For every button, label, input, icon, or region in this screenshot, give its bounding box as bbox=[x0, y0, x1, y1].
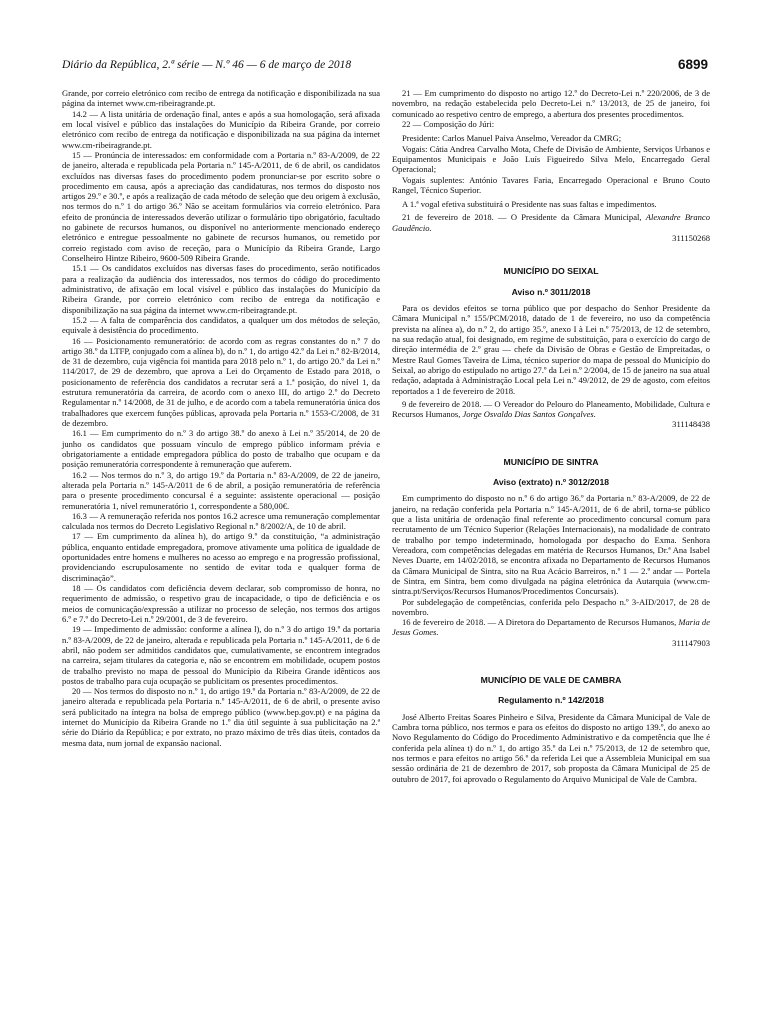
signer-name: Maria de Jesus Gomes. bbox=[392, 617, 710, 638]
section-subtitle: Regulamento n.º 142/2018 bbox=[498, 695, 604, 706]
section-title: MUNICÍPIO DE SINTRA bbox=[503, 456, 599, 467]
left-column bbox=[62, 88, 380, 748]
doc-id: 311150268 bbox=[672, 233, 710, 244]
paragraph: 19 — Impedimento de admissão: conforme a alínea l), do n.º 3 do artigo 19.º da portaria n.º 83-A/2009, de 22 de janeiro, alterada e republicada pela Portaria n.º 145-A/2011, de 6 de abril, não podem ser admitidos candidatos que, cumulativamente, se encontrem integrados na carreira, sejam titulares da categoria e, não se encontrem em mobilidade, ocupem postos de trabalho previsto no mapa de pessoal do Município da Ribeira Grande idênticos aos postos de trabalho para cuja ocupação se publicitam os presentes procedimentos. bbox=[62, 624, 380, 686]
doc-id: 311147903 bbox=[672, 637, 710, 648]
paragraph: Por subdelegação de competências, conferida pelo Despacho n.º 3-AID/2017, de 28 de novembro. bbox=[392, 596, 710, 617]
jury-members: Vogais: Cátia Andrea Carvalho Mota, Chefe de Divisão de Ambiente, Serviços Urbanos e Equipamentos Municipais e João Luís Figueiredo Silva Melo, Encarregado Geral Operacional; bbox=[392, 143, 710, 175]
jury-substitutes: Vogais suplentes: António Tavares Faria, Encarregado Operacional e Bruno Couto Rangel, Técnico Superior. bbox=[392, 174, 710, 195]
paragraph: 18 — Os candidatos com deficiência devem declarar, sob compromisso de honra, no requerimento de admissão, o respetivo grau de incapacidade, o tipo de deficiência e os meios de comunicação/expressão a utilizar no processo de seleção, nos termos dos artigos 6.º e 7.º do Decreto-Lei n.º 29/2001, de 3 de fevereiro. bbox=[62, 583, 380, 624]
paragraph: 17 — Em cumprimento da alínea h), do artigo 9.º da constituição, “a administração pública, enquanto entidade empregadora, promove ativamente uma política de igualdade de oportunidades entre homens e mulheres no acesso ao emprego e na progressão profissional, providenciando escrupulosamente no sentido de evitar toda e qualquer forma de discriminação”. bbox=[62, 531, 380, 583]
paragraph: 20 — Nos termos do disposto no n.º 1, do artigo 19.º da Portaria n.º 83-A/2009, de 22 de janeiro alterada e republicada pela Portaria n.º 145-A/2011, de 6 de abril, o presente aviso será publicitado na íntegra na bolsa de emprego público (www.bep.gov.pt) e na página da internet do Município da Ribeira Grande no 1.º dia útil seguinte à sua publicitação na 2.ª série do Diário da República; e por extrato, no prazo máximo de três dias úteis, contados da mesma data, num jornal de expansão nacional. bbox=[62, 686, 380, 748]
page-number: 6899 bbox=[677, 57, 708, 72]
paragraph: 14.2 — A lista unitária de ordenação final, antes e após a sua homologação, será afixada em local visível e público das instalações do Município da Ribeira Grande, por correio eletrónico com recibo de entrega da notificação e disponibilizada na sua página da internet www.cm-ribeiragrande.pt. bbox=[62, 108, 380, 150]
signature-date bbox=[392, 212, 710, 233]
paragraph: 16.3 — A remuneração referida nos pontos 16.2 acresce uma remuneração complementar calculada nos termos do Decreto Legislativo Regional n.º 8/2002/A, de 10 de abril. bbox=[62, 510, 380, 532]
paragraph: 15.1 — Os candidatos excluídos nas diversas fases do procedimento, serão notificados para a realização da audiência dos interessados, nos termos do código do procedimento administrativo, de afixação em local visível e público das instalações do Município da Ribeira Grande, por correio eletrónico com recibo de entrega da notificação e disponibilização na sua página da internet www.cm-ribeiragrande.pt. bbox=[62, 263, 380, 315]
paragraph: A 1.ª vogal efetiva substituirá o Presidente nas suas faltas e impedimentos. bbox=[402, 199, 657, 210]
journal-title: Diário da República, 2.ª série — N.º 46 — 6 de março de 2018 bbox=[62, 59, 352, 71]
section-title: MUNICÍPIO DO SEIXAL bbox=[503, 266, 599, 277]
paragraph: Grande, por correio eletrónico com recibo de entrega da notificação e disponibilizada na sua página da internet www.cm-ribeiragrande.pt. bbox=[62, 88, 380, 109]
section-subtitle: Aviso (extrato) n.º 3012/2018 bbox=[492, 477, 610, 488]
paragraph: 22 — Composição do Júri: bbox=[402, 118, 495, 129]
paragraph: 15 — Pronúncia de interessados: em conformidade com a Portaria n.º 83-A/2009, de 22 de janeiro, alterada e republicada pela Portaria n.º 145-A/2011, de 6 de abril, os candidatos excluídos nas diversas fases do procedimento podem pronunciar-se por escrito sobre o procedimento em causa, após a apreciação das candidaturas, nos termos do disposto nos artigos 29.º e 30.º, e após a realização de cada método de seleção que deu origem à exclusão, nos termos do n.º 1 do artigo 36.º Não se aceitam formulários via correio eletrónico. Para efeito de pronúncia de interessados deverão utilizar o formulário tipo obrigatório, facultado no gabinete de recursos humanos, ou disponível no anteriormente mencionado endereço eletrónico e entregue pessoalmente no gabinete de recursos humanos, ou remetido por correio registado com aviso de receção, para o Município da Ribeira Grande, Largo Conselheiro Hintze Ribeiro, 9600-509 Ribeira Grande. bbox=[62, 149, 380, 263]
paragraph: 16.2 — Nos termos do n.º 3, do artigo 19.º da Portaria n.º 83-A/2009, de 22 de janeiro, alterada pela Portaria n.º 145-A/2011 de 6 de abril, a posição remuneratória de referência para o presente procedimento concursal é a seguinte: assistente operacional — posição remuneratória 1, nível remuneratório 1, correspondente a 580,00€. bbox=[62, 469, 380, 511]
signature-date-text: 16 de fevereiro de 2018. — A Diretora do Departamento de Recursos Humanos, bbox=[402, 617, 677, 628]
doc-id: 311148438 bbox=[672, 419, 710, 430]
signature-date bbox=[392, 617, 710, 638]
right-column bbox=[392, 88, 710, 784]
paragraph: 21 — Em cumprimento do disposto no artigo 12.º do Decreto-Lei n.º 220/2006, de 3 de novembro, na redação estabelecida pelo Decreto-Lei n.º 13/2013, de 25 de janeiro, foi comunicado ao respetivo centro de emprego, a abertura dos presentes procedimentos. bbox=[392, 88, 710, 119]
signature-date-text: 21 de fevereiro de 2018. — O Presidente da Câmara Municipal, bbox=[402, 212, 642, 223]
signer-name: Jorge Osvaldo Dias Santos Gonçalves. bbox=[462, 409, 596, 420]
paragraph: José Alberto Freitas Soares Pinheiro e Silva, Presidente da Câmara Municipal de Vale de Cambra torna público, nos termos e para os efeitos do disposto no artigo 139.º, do anexo ao Novo Regulamento do Código do Procedimento Administrativo e da competência que lhe é conferida pela alínea t) do n.º 1, do artigo 35.º da Lei n.º 75/2013, de 12 de setembro que, nos termos e para efeitos no artigo 56.º da referida Lei que a Assembleia Municipal em sua sessão ordinária de 21 de dezembro de 2017, sob proposta da Câmara Municipal de 25 de outubro de 2017, foi aprovado o Regulamento do Arquivo Municipal de Vale de Cambra. bbox=[392, 711, 710, 784]
paragraph: 16 — Posicionamento remuneratório: de acordo com as regras constantes do n.º 7 do artigo 38.º da LTFP, conjugado com a alínea b), do n.º 1, do artigo 42.º da Lei n.º 82-B/2014, de 31 de dezembro, cuja vigência foi mantida para 2018 pelo n.º 1, do artigo 20.º da Lei n.º 114/2017, de 29 de dezembro, que aprova a Lei do Orçamento de Estado para 2018, o posicionamento de referência dos candidatos a recrutar será a 1.ª posição, do nível 1, da estrutura remuneratória da carreira, de acordo com o anexo III, do artigo 2.º do Decreto Regulamentar n.º 14/2008, de 31 de julho, e de acordo com a tabela remuneratória única dos trabalhadores que exercem funções públicas, aprovada pela Portaria n.º 1553-C/2008, de 31 de dezembro. bbox=[62, 335, 380, 428]
section-subtitle: Aviso n.º 3011/2018 bbox=[511, 286, 591, 297]
paragraph: Em cumprimento do disposto no n.º 6 do artigo 36.º da Portaria n.º 83-A/2009, de 22 de janeiro, na redação conferida pela Portaria n.º 145-A/2011, de 6 de abril, torna-se público que a lista unitária de ordenação final referente ao procedimento concursal comum para recrutamento de um Técnico Superior (Relações Internacionais), na modalidade de contrato de trabalho por tempo indeterminado, homologada por despacho do Exma. Senhora Vereadora, com competências delegadas em matéria de Recursos Humanos, Dr.ª Ana Isabel Neves Duarte, em 14/02/2018, se encontra afixada no Departamento de Recursos Humanos da Câmara Municipal de Sintra, sito na Rua Acácio Barreiros, n.º 1 — 2.º andar — Portela de Sintra, em Sintra, bem como divulgada na página eletrónica da Autarquia (www.cm-sintra.pt/Serviços/Recursos Humanos/Procedimentos Concursais). bbox=[392, 493, 710, 597]
signature-date bbox=[392, 399, 710, 420]
signer-name: Alexandre Branco Gaudêncio. bbox=[392, 212, 710, 233]
paragraph: Para os devidos efeitos se torna público que por despacho do Senhor Presidente da Câmara Municipal n.º 155/PCM/2018, datado de 1 de fevereiro, no uso da competência prevista na alínea a), do n.º 2, do artigo 35.º, anexo I à Lei n.º 75/2013, de 12 de setembro, na sua redação atual, foi designado, em regime de substituição, para o exercício do cargo de direção intermédia de 2.º grau — chefe da Divisão de Obras e Gestão de Empreitadas, o Mestre Raul Gomes Taveira de Lima, técnico superior do mapa de pessoal do Município do Seixal, ao abrigo do estipulado no artigo 27.º da Lei n.º 2/2004, de 15 de janeiro na sua atual redação, adaptada à Administração Local pela Lei n.º 49/2012, de 29 de agosto, com efeitos reportados a 1 de fevereiro de 2018. bbox=[392, 303, 710, 396]
page-header bbox=[62, 57, 708, 79]
jury-president: Presidente: Carlos Manuel Paiva Anselmo, Vereador da CMRG; bbox=[402, 133, 622, 144]
section-title: MUNICÍPIO DE VALE DE CAMBRA bbox=[480, 675, 622, 686]
signature-date-text: 9 de fevereiro de 2018. — O Vereador do Pelouro do Planeamento, Mobilidade, Cultura e Recursos Humanos, bbox=[392, 398, 710, 420]
paragraph: 16.1 — Em cumprimento do n.º 3 do artigo 38.º do anexo à Lei n.º 35/2014, de 20 de junho os candidatos que possuam vínculo de emprego público informam prévia e obrigatoriamente a entidade empregadora pública do posto de trabalho que ocupam e da posição remuneratória correspondente à remuneração que auferem. bbox=[62, 428, 380, 470]
paragraph: 15.2 — A falta de comparência dos candidatos, a qualquer um dos métodos de seleção, equivale à desistência do procedimento. bbox=[62, 314, 380, 336]
